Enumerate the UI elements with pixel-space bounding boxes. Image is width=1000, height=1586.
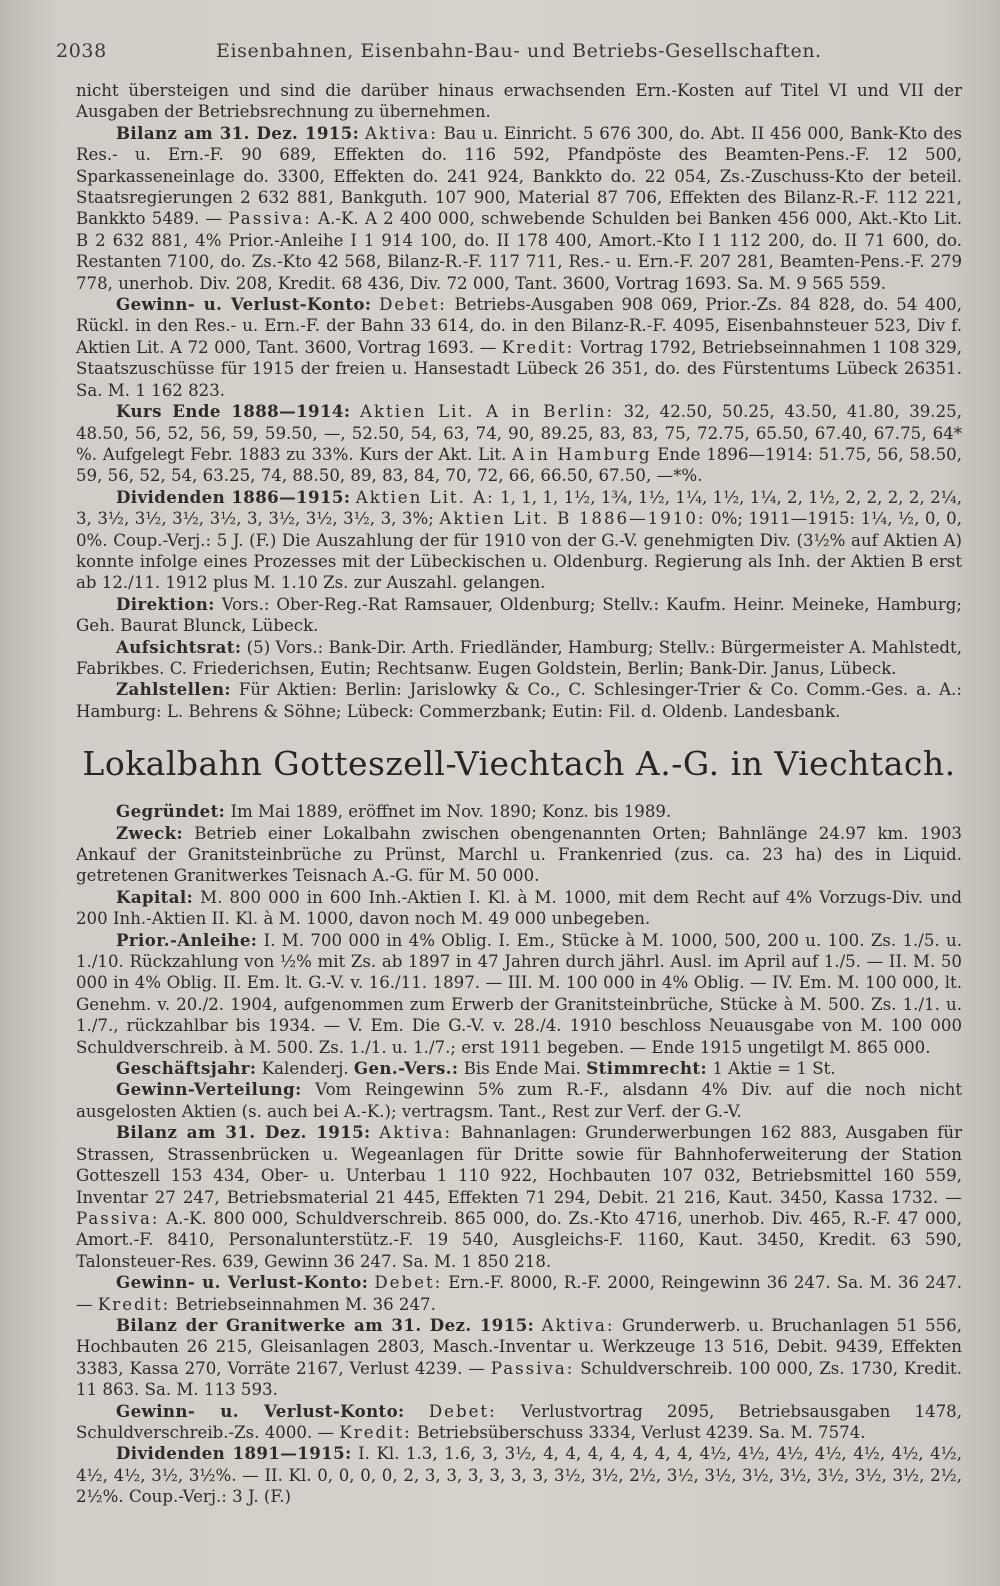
label-debet-granit: Debet: bbox=[428, 1401, 497, 1421]
text-passiva-bahn: A.-K. 800 000, Schuldverschreib. 865 000, do. Zs.-Kto 4716, unerhob. Div. 465, R.-F. 47 000, Amort.-F. 8410, Personalunterstütz.-F. 19 540, Ausgleichs-F. 1160, Kaut. 3450, Kredit. 63 590, Talonsteuer-Res. 639, Gewinn 36 247. Sa. M. 1 850 218. bbox=[76, 1208, 962, 1271]
label-kapital: Kapital: bbox=[116, 886, 194, 907]
label-dividenden: Dividenden 1886—1915: bbox=[116, 486, 351, 507]
text-kurs-berlin: 32, 42.50, 50.25, 43.50, 41.80, 39.25, 48.50, 56, 52, 56, 59, 59.50, —, 52.50, 54, 63, 74, 90, 89.25, 83, 83, 75, 72.75, 65.50, 67.40, 67.75, 64* %. Aufgelegt Febr. 1883 zu 33%. Kurs der Akt. Lit. A bbox=[76, 402, 962, 464]
label-kurs-hamburg: in Hamburg bbox=[529, 444, 652, 464]
section-previous-company bbox=[76, 80, 962, 722]
text-kapital: M. 800 000 in 600 Inh.-Aktien I. Kl. à M. 1000, mit dem Recht auf 4% Vorzugs-Div. und 200 Inh.-Aktien II. Kl. à M. 1000, davon noch M. 49 000 unbegeben. bbox=[76, 887, 962, 929]
paragraph-direktion bbox=[76, 594, 962, 637]
label-dividenden-lokalbahn: Dividenden 1891—1915: bbox=[116, 1443, 352, 1464]
text-kurs-hamburg: Ende 1896—1914: 51.75, 56, 58.50, 59, 56, 52, 54, 63.25, 74, 88.50, 89, 83, 84, 70, 72, 66, 66.50, 67.50, —*%. bbox=[76, 444, 962, 486]
paragraph-zahlstellen bbox=[76, 679, 962, 722]
label-aktiva-bahn: Aktiva: bbox=[379, 1123, 453, 1143]
text-intro: nicht übersteigen und sind die darüber hinaus erwachsenden Ern.-Kosten auf Titel VI und VII der Ausgaben der Betriebsrechnung zu übernehmen. bbox=[76, 81, 962, 122]
paragraph-guv-bahn bbox=[76, 1272, 962, 1315]
label-zweck: Zweck: bbox=[116, 822, 184, 843]
label-passiva-granit: Passiva: bbox=[490, 1358, 575, 1378]
text-gewinn-verteilung: Vom Reingewinn 5% zum R.-F., alsdann 4% Div. auf die noch nicht ausgelosten Aktien (s. auch bei A.-K.); vertragsm. Tant., Rest zur Verf. der G.-V. bbox=[76, 1080, 962, 1121]
text-aufsichtsrat: (5) Vors.: Bank-Dir. Arth. Friedländer, Hamburg; Stellv.: Bürgermeister A. Mahlstedt, Fabrikbes. C. Friederichsen, Eutin; Rechtsanw. Eugen Goldstein, Berlin; Bank-Dir. Janus, Lübeck. bbox=[76, 637, 962, 678]
paragraph-kurs bbox=[76, 401, 962, 487]
label-debet-bahn: Debet: bbox=[374, 1273, 443, 1293]
label-debet: Debet: bbox=[379, 295, 447, 315]
paragraph-gewinn-verlust bbox=[76, 294, 962, 401]
label-gewinn-verteilung: Gewinn-Verteilung: bbox=[116, 1079, 302, 1100]
label-gewinn-verlust: Gewinn- u. Verlust-Konto: bbox=[116, 294, 372, 315]
label-stimmrecht: Stimmrecht: bbox=[586, 1058, 708, 1079]
label-kurs: Kurs Ende 1888—1914: bbox=[116, 401, 351, 422]
text-passiva: A.-K. A 2 400 000, schwebende Schulden bei Banken 456 000, Akt.-Kto Lit. B 2 632 881, 4% Prior.-Anleihe I 1 914 100, do. II 178 400, Amort.-Kto I 1 112 200, do. II 71 600, do. Restanten 7100, do. Zs.-Kto 42 568, Bilanz-R.-F. 117 711, Res.- u. Ern.-F. 207 281, Beamten-Pens.-F. 279 778, unerhob. Div. 208, Kredit. 68 436, Div. 72 000, Tant. 3600, Vortrag 1693. Sa. M. 9 565 559. bbox=[76, 209, 962, 293]
label-aktiva: Aktiva: bbox=[364, 123, 438, 143]
text-dividenden-b: 0%; 1911—1915: 1¼, ½, 0, 0, 0%. Coup.-Verj.: 5 J. (F.) Die Auszahlung der für 1910 von der G.-V. genehmigten Div. (3½% auf Aktien A) konnte infolge eines Prozesses mit der Lübeckischen u. Oldenburg. Regierung als Inh. der Aktien B erst ab 12./11. 1912 plus M. 1.10 Zs. zur Auszahl. gelangen. bbox=[76, 509, 963, 593]
paragraph-aufsichtsrat bbox=[76, 637, 962, 680]
page-header bbox=[56, 40, 962, 80]
label-guv-granit: Gewinn- u. Verlust-Konto: bbox=[116, 1400, 405, 1421]
text-zahlstellen: Für Aktien: Berlin: Jarislowky & Co., C. Schlesinger-Trier & Co. Comm.-Ges. a. A.: Hamburg: L. Behrens & Söhne; Lübeck: Commerzbank; Eutin: Fil. d. Oldenb. Landesbank. bbox=[76, 680, 962, 721]
company-title: Lokalbahn Gotteszell-Viechtach A.-G. in Viechtach. bbox=[82, 744, 956, 784]
paragraph-intro bbox=[76, 80, 962, 123]
label-passiva: Passiva: bbox=[228, 209, 312, 229]
label-kredit-granit: Kredit: bbox=[339, 1422, 412, 1442]
text-debet: Betriebs-Ausgaben 908 069, Prior.-Zs. 84 828, do. 54 400, Rückl. in den Res.- u. Ern.-F. der Bahn 33 614, do. in den Bilanz-R.-F. 4095, Eisenbahnsteuer 523, Div f. Aktien Lit. A 72 000, Tant. 3600, Vortrag 1693. — bbox=[76, 295, 962, 357]
label-direktion: Direktion: bbox=[116, 593, 215, 614]
label-gen-vers: Gen.-Vers.: bbox=[353, 1058, 459, 1079]
text-kredit: Vortrag 1792, Betriebseinnahmen 1 108 329, Staatszuschüsse für 1915 der freien u. Hansestadt Lübeck 26 351, do. des Fürstentums Lübeck 26351. Sa. M. 1 162 823. bbox=[76, 337, 963, 400]
paragraph-gewinn-verteilung bbox=[76, 1079, 962, 1122]
text-aktiva: Bau u. Einricht. 5 676 300, do. Abt. II 456 000, Bank-Kto des Res.- u. Ern.-F. 90 689, Effekten do. 116 592, Pfandpöste des Beamten-Pens.-F. 12 500, Sparkasseneinlage do. 3300, Effekten do. 241 924, Bankkto do. 22 054, Zs.-Zuschuss-Kto der beteil. Staatsregierungen 2 632 881, Bankguth. 107 900, Material 87 706, Effekten des Bilanz-R.-F. 112 221, Bankkto 5489. — bbox=[76, 123, 962, 229]
paragraph-bilanz-granitwerke bbox=[76, 1315, 962, 1401]
text-aktiva-granit: Grunderwerb. u. Bruchanlagen 51 556, Hochbauten 26 215, Gleisanlagen 2803, Masch.-Inventar u. Werkzeuge 13 516, Debit. 9439, Effekten 3383, Kassa 270, Vorräte 2167, Verlust 4239. — bbox=[76, 1315, 962, 1378]
paragraph-dividenden-lokalbahn bbox=[76, 1443, 962, 1507]
label-passiva-bahn: Passiva: bbox=[76, 1208, 160, 1228]
label-aktiva-granit: Aktiva: bbox=[541, 1315, 615, 1335]
label-aktien-a: Aktien Lit. A: bbox=[355, 487, 495, 507]
label-bilanz-bahn: Bilanz am 31. Dez. 1915: bbox=[116, 1122, 371, 1143]
label-aufsichtsrat: Aufsichtsrat: bbox=[116, 636, 242, 657]
label-prior-anleihe: Prior.-Anleihe: bbox=[116, 929, 258, 950]
text-gegruendet: Im Mai 1889, eröffnet im Nov. 1890; Konz. bis 1989. bbox=[230, 802, 672, 822]
paragraph-kapital bbox=[76, 887, 962, 930]
text-kredit-granit: Betriebsüberschuss 3334, Verlust 4239. Sa. M. 7574. bbox=[417, 1422, 866, 1442]
label-bilanz-granitwerke: Bilanz der Granitwerke am 31. Dez. 1915: bbox=[116, 1314, 535, 1335]
label-bilanz: Bilanz am 31. Dez. 1915: bbox=[116, 122, 360, 143]
label-kredit-bahn: Kredit: bbox=[97, 1294, 171, 1314]
label-aktien-b: Aktien Lit. B 1886—1910: bbox=[439, 509, 706, 529]
label-kurs-berlin: Aktien Lit. A in Berlin: bbox=[360, 402, 615, 422]
running-title: Eisenbahnen, Eisenbahn-Bau- und Betriebs-Gesellschaften. bbox=[216, 40, 822, 62]
text-geschaeftsjahr: Kalenderj. bbox=[261, 1059, 349, 1079]
label-geschaeftsjahr: Geschäftsjahr: bbox=[116, 1058, 257, 1079]
label-zahlstellen: Zahlstellen: bbox=[116, 679, 231, 700]
label-kredit: Kredit: bbox=[501, 337, 575, 357]
label-guv-bahn: Gewinn- u. Verlust-Konto: bbox=[116, 1272, 369, 1293]
paragraph-guv-granitwerke bbox=[76, 1401, 962, 1444]
paragraph-dividenden bbox=[76, 487, 962, 594]
paragraph-zweck bbox=[76, 823, 962, 887]
text-debet-granit: Verlustvortrag 2095, Betriebsausgaben 1478, Schuldverschreib.-Zs. 4000. — bbox=[76, 1401, 962, 1442]
section-lokalbahn bbox=[76, 744, 962, 1507]
text-dividenden-lokalbahn: I. Kl. 1.3, 1.6, 3, 3½, 4, 4, 4, 4, 4, 4, 4, 4½, 4½, 4½, 4½, 4½, 4½, 4½, 4½, 4½, 3½, 3½%. — II. Kl. 0, 0, 0, 0, 2, 3, 3, 3, 3, 3, 3, 3½, 3½, 2½, 3½, 3½, 3½, 3½, 3½, 3½, 3½, 2½, 2½%. Coup.-Verj.: 3 J. (F.) bbox=[76, 1444, 962, 1507]
text-direktion: Vors.: Ober-Reg.-Rat Ramsauer, Oldenburg; Stellv.: Kaufm. Heinr. Meineke, Hamburg; Geh. Baurat Blunck, Lübeck. bbox=[76, 594, 962, 636]
text-gen-vers: Bis Ende Mai. bbox=[463, 1059, 582, 1079]
paragraph-bilanz-bahn bbox=[76, 1122, 962, 1272]
text-zweck: Betrieb einer Lokalbahn zwischen obengenannten Orten; Bahnlänge 24.97 km. 1903 Ankauf der Granitsteinbrüche zu Prünst, Marchl u. Frankenried (zus. ca. 23 ha) des in Liquid. getretenen Granitwerkes Teisnach A.-G. für M. 50 000. bbox=[76, 823, 962, 886]
text-kredit-bahn: Betriebseinnahmen M. 36 247. bbox=[175, 1294, 436, 1314]
paragraph-gegruendet bbox=[76, 801, 962, 822]
text-stimmrecht: 1 Aktie = 1 St. bbox=[712, 1059, 836, 1079]
paragraph-bilanz bbox=[76, 123, 962, 294]
page-number: 2038 bbox=[56, 40, 107, 62]
paragraph-geschaeftsjahr bbox=[76, 1058, 962, 1079]
text-dividenden-a: 1, 1, 1, 1½, 1¾, 1½, 1¼, 1½, 1¼, 2, 1½, 2, 2, 2, 2, 2¼, 3, 3½, 3½, 3½, 3½, 3, 3½, 3½, 3½, 3, 3%; bbox=[76, 487, 962, 529]
text-aktiva-bahn: Bahnanlagen: Grunderwerbungen 162 883, Ausgaben für Strassen, Strassenbrücken u. Wegeanlagen für Dritte sowie für Bahnhoferweiterung der Station Gotteszell 153 434, Ober- u. Unterbau 1 110 922, Hochbauten 107 032, Betriebsmittel 160 559, Inventar 27 247, Betriebsmaterial 21 445, Effekten 71 294, Debit. 21 216, Kaut. 3450, Kassa 1732. — bbox=[76, 1123, 962, 1207]
paragraph-prior-anleihe bbox=[76, 930, 962, 1058]
label-gegruendet: Gegründet: bbox=[116, 801, 226, 822]
text-passiva-granit: Schuldverschreib. 100 000, Zs. 1730, Kredit. 11 863. Sa. M. 113 593. bbox=[76, 1358, 962, 1400]
text-prior-anleihe: I. M. 700 000 in 4% Oblig. I. Em., Stücke à M. 1000, 500, 200 u. 100. Zs. 1./5. u. 1./10. Rückzahlung von ½% mit Zs. ab 1897 in 47 Jahren durch jährl. Ausl. im April auf 1./5. — II. M. 50 000 in 4% Oblig. II. Em. lt. G.-V. v. 16./11. 1897. — III. M. 100 000 in 4% Oblig. — IV. Em. M. 100 000, lt. Genehm. v. 20./2. 1904, aufgenommen zum Erwerb der Granitsteinbrüche, Stücke à M. 500. Zs. 1./1. u. 1./7., rückzahlbar bis 1934. — V. Em. Die G.-V. v. 28./4. 1910 beschloss Neuausgabe von M. 100 000 Schuldverschreib. à M. 500. Zs. 1./1. u. 1./7.; erst 1911 begeben. — Ende 1915 ungetilgt M. 865 000. bbox=[76, 930, 963, 1057]
text-debet-bahn: Ern.-F. 8000, R.-F. 2000, Reingewinn 36 247. Sa. M. 36 247. — bbox=[76, 1273, 962, 1314]
